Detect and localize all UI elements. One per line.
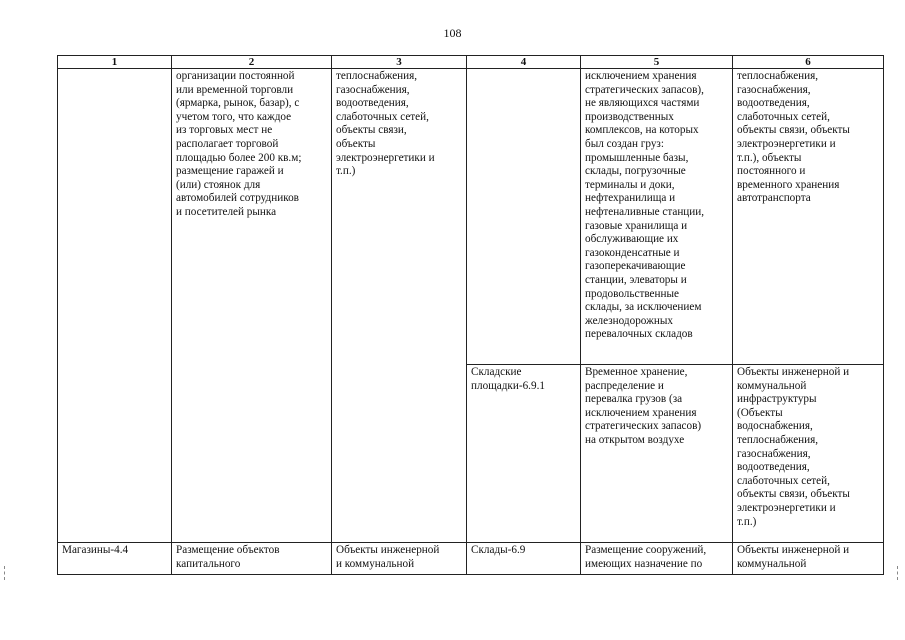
cell-r1-c4a (467, 69, 581, 365)
cell-r2-c4: Склады-6.9 (467, 543, 581, 575)
regulation-table (57, 55, 884, 575)
header-col-5: 5 (581, 56, 733, 69)
cell-r1-c4b: Складские площадки-6.9.1 (467, 365, 581, 543)
cell-r2-c3: Объекты инженерной и коммунальной (332, 543, 467, 575)
table-row (58, 69, 884, 365)
cell-r1-c1 (58, 69, 172, 543)
page-number: 108 (443, 26, 462, 40)
header-col-2: 2 (172, 56, 332, 69)
cell-r1-c3: теплоснабжения, газоснабжения, водоотведения, слаботочных сетей, объекты связи, объекты электроэнергетики и т.п.) (332, 69, 467, 543)
table-row (58, 543, 884, 575)
header-col-3: 3 (332, 56, 467, 69)
scan-edge-mark-left (4, 566, 7, 580)
cell-r1-c2: организации постоянной или временной торговли (ярмарка, рынок, базар), с учетом того, что каждое из торговых мест не располагает торговой площадью более 200 кв.м; размещение гаражей и (или) стоянок для автомобилей сотрудников и посетителей рынка (172, 69, 332, 543)
header-col-1: 1 (58, 56, 172, 69)
cell-r1-c6b: Объекты инженерной и коммунальной инфраструктуры (Объекты водоснабжения, теплоснабжения, газоснабжения, водоотведения, слаботочных сетей, объекты связи, объекты электроэнергетики и т.п.) (733, 365, 884, 543)
header-col-6: 6 (733, 56, 884, 69)
cell-r2-c2: Размещение объектов капитального (172, 543, 332, 575)
cell-r1-c5a: исключением хранения стратегических запасов), не являющихся частями производственных комплексов, на которых был создан груз: промышленные базы, склады, погрузочные терминалы и доки, нефтехранилища и нефтеналивные станции, газовые хранилища и обслуживающие их газоконденсатные и газоперекачивающие станции, элеваторы и продовольственные склады, за исключением железнодорожных перевалочных складов (581, 69, 733, 365)
cell-r1-c5b: Временное хранение, распределение и перевалка грузов (за исключением хранения стратегических запасов) на открытом воздухе (581, 365, 733, 543)
cell-r2-c1: Магазины-4.4 (58, 543, 172, 575)
header-col-4: 4 (467, 56, 581, 69)
cell-r2-c6: Объекты инженерной и коммунальной (733, 543, 884, 575)
cell-r1-c6a: теплоснабжения, газоснабжения, водоотведения, слаботочных сетей, объекты связи, объекты электроэнергетики и т.п.), объекты постоянного и временного хранения автотранспорта (733, 69, 884, 365)
scan-edge-mark-right (897, 566, 900, 580)
cell-r2-c5: Размещение сооружений, имеющих назначение по (581, 543, 733, 575)
table-header-row (58, 56, 884, 69)
